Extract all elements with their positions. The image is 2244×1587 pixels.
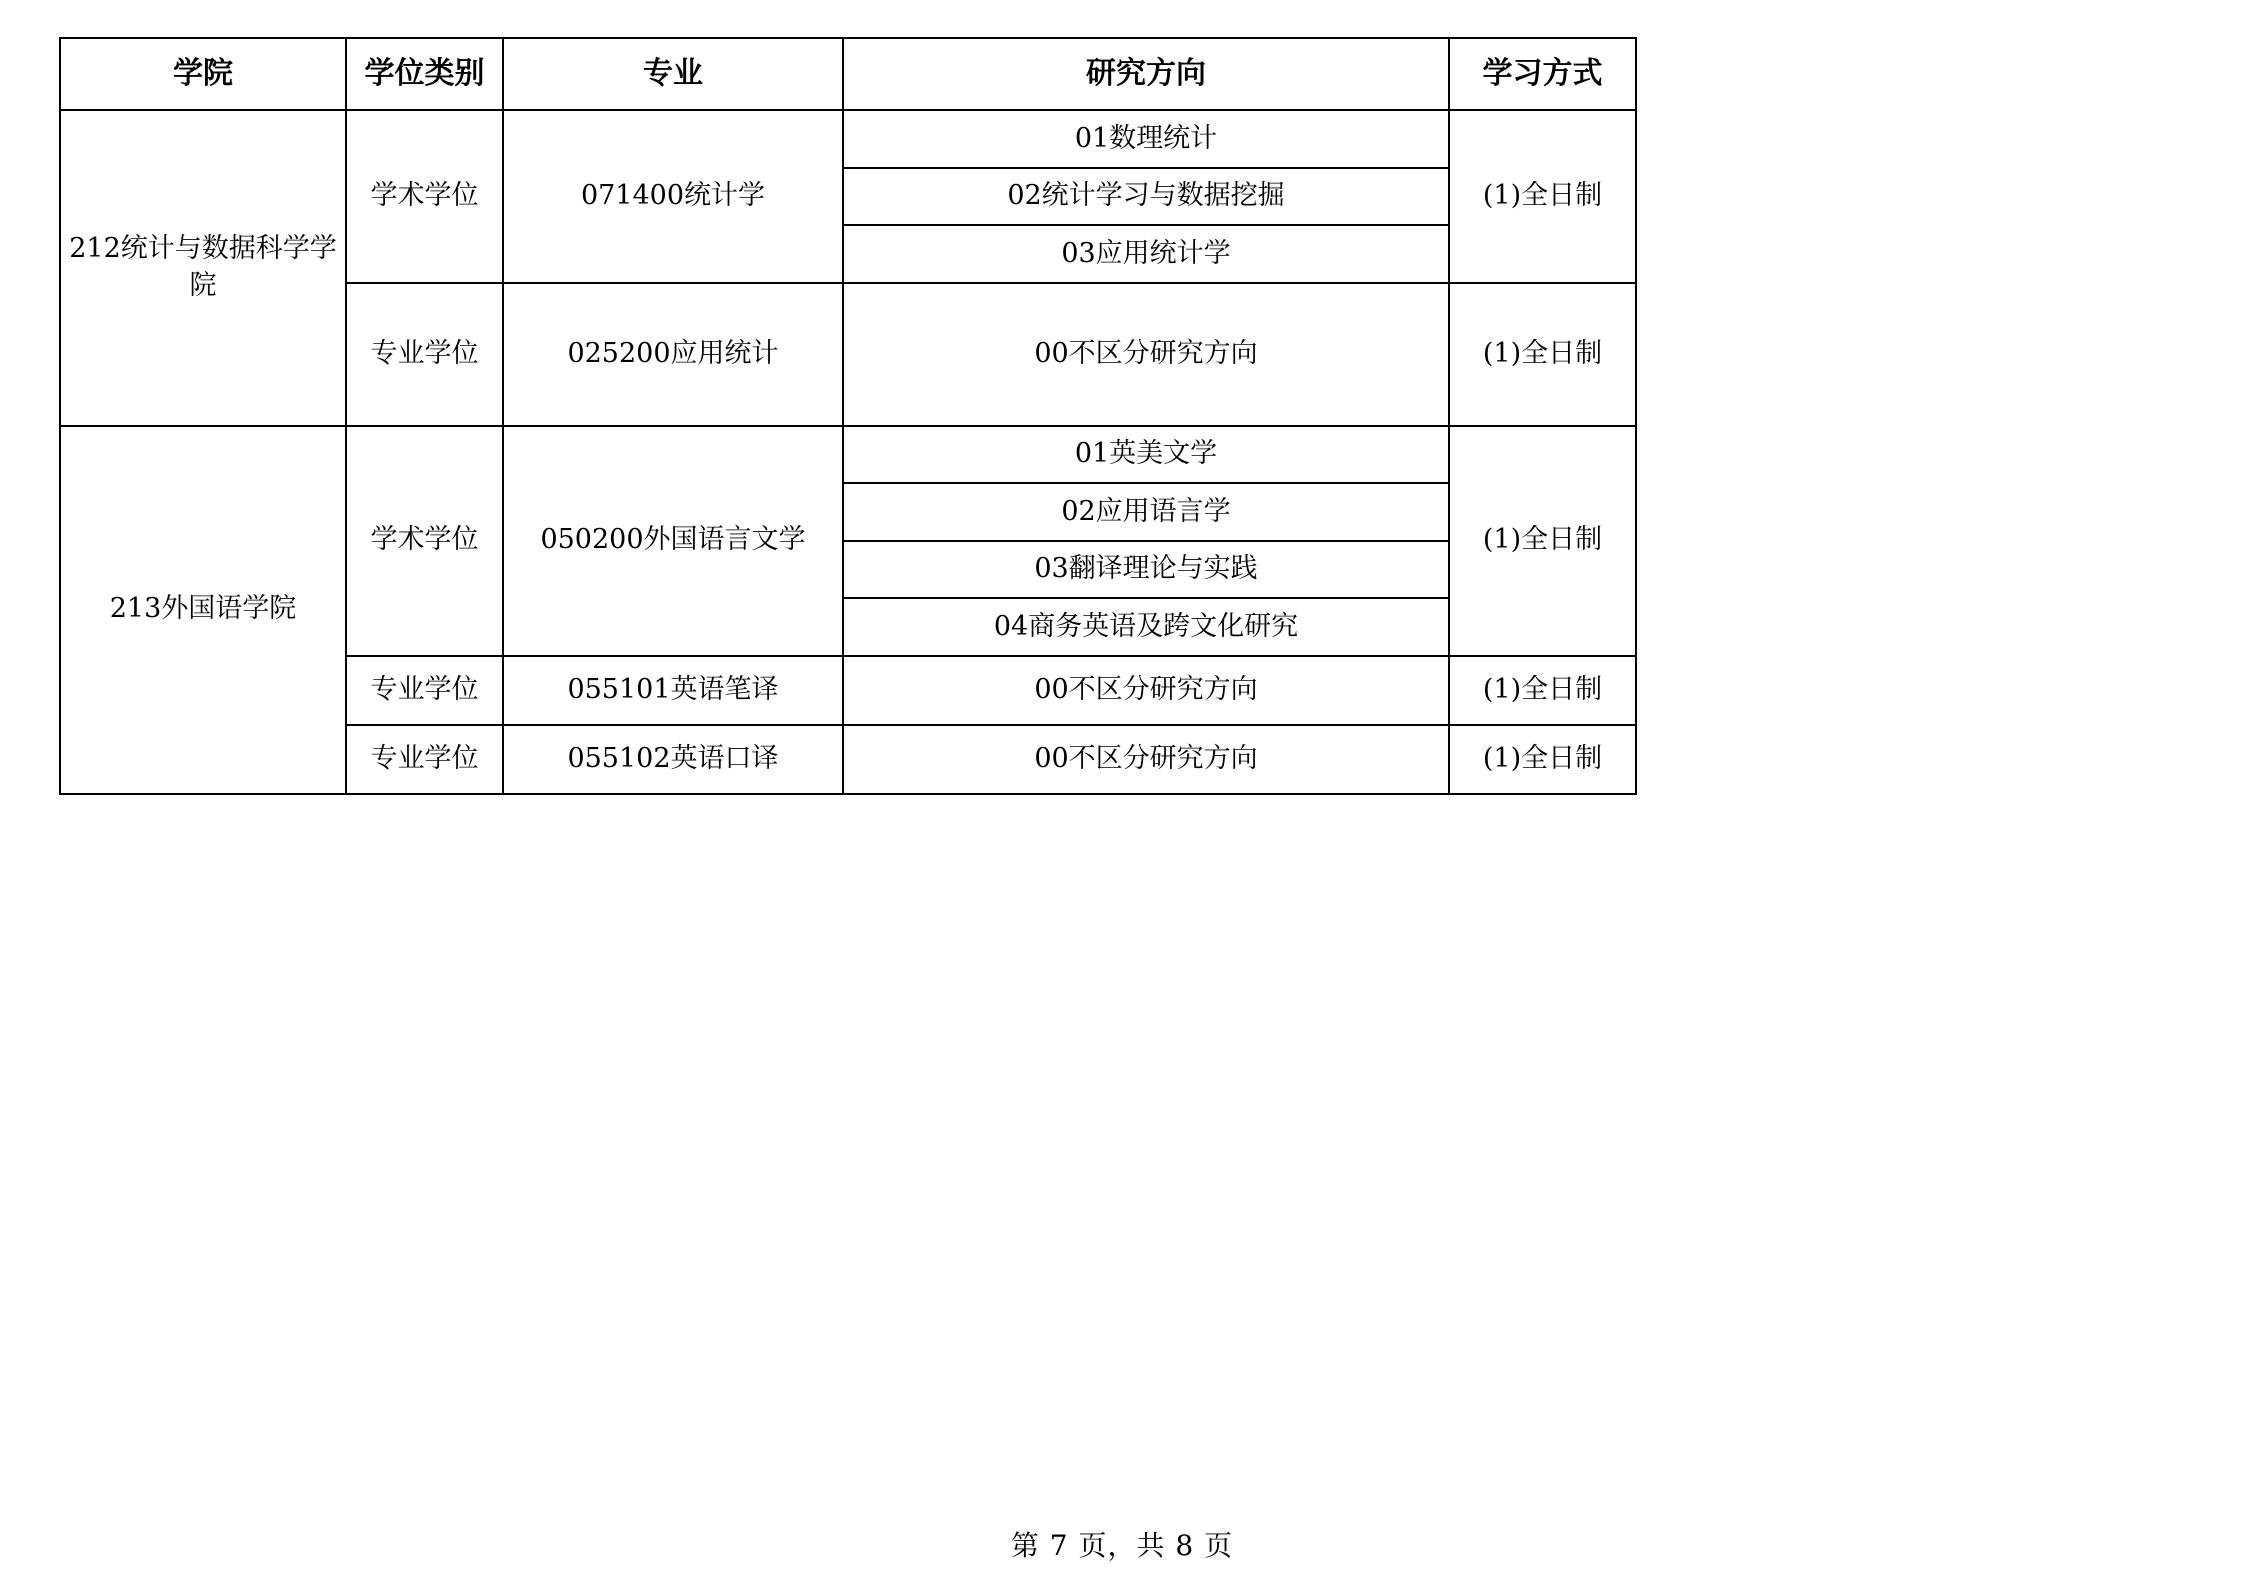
major-cell: 025200应用统计 — [503, 283, 843, 426]
header-major: 专业 — [503, 38, 843, 110]
header-college: 学院 — [60, 38, 346, 110]
direction-cell: 00不区分研究方向 — [843, 283, 1449, 426]
table-header-row — [60, 38, 1636, 110]
table-row — [60, 426, 1636, 484]
major-cell: 055101英语笔译 — [503, 656, 843, 725]
college-cell: 212统计与数据科学学院 — [60, 110, 346, 426]
table-row — [60, 110, 1636, 168]
study-mode-cell: (1)全日制 — [1449, 656, 1636, 725]
admissions-table — [59, 37, 1637, 795]
study-mode-cell: (1)全日制 — [1449, 110, 1636, 283]
header-research-direction: 研究方向 — [843, 38, 1449, 110]
header-study-mode: 学习方式 — [1449, 38, 1636, 110]
major-cell: 055102英语口译 — [503, 725, 843, 794]
header-degree-type: 学位类别 — [346, 38, 503, 110]
direction-cell: 03应用统计学 — [843, 225, 1449, 283]
direction-cell: 01英美文学 — [843, 426, 1449, 484]
degree-type-cell: 学术学位 — [346, 110, 503, 283]
college-cell: 213外国语学院 — [60, 426, 346, 794]
study-mode-cell: (1)全日制 — [1449, 283, 1636, 426]
page-number-label: 第 7 页，共 8 页 — [1010, 1529, 1234, 1562]
page-footer — [0, 1524, 2244, 1564]
direction-cell: 02统计学习与数据挖掘 — [843, 168, 1449, 226]
degree-type-cell: 专业学位 — [346, 725, 503, 794]
major-cell: 050200外国语言文学 — [503, 426, 843, 656]
degree-type-cell: 专业学位 — [346, 283, 503, 426]
direction-cell: 03翻译理论与实践 — [843, 541, 1449, 599]
degree-type-cell: 专业学位 — [346, 656, 503, 725]
degree-type-cell: 学术学位 — [346, 426, 503, 656]
direction-cell: 01数理统计 — [843, 110, 1449, 168]
direction-cell: 00不区分研究方向 — [843, 656, 1449, 725]
study-mode-cell: (1)全日制 — [1449, 426, 1636, 656]
direction-cell: 00不区分研究方向 — [843, 725, 1449, 794]
direction-cell: 02应用语言学 — [843, 483, 1449, 541]
major-cell: 071400统计学 — [503, 110, 843, 283]
study-mode-cell: (1)全日制 — [1449, 725, 1636, 794]
direction-cell: 04商务英语及跨文化研究 — [843, 598, 1449, 656]
